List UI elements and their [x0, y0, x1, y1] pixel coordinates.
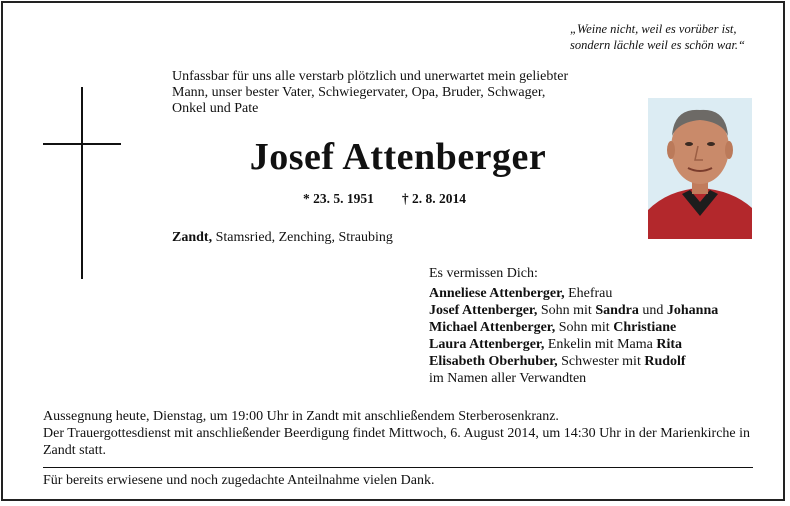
mourner-relation: Sohn mit	[537, 303, 596, 318]
mourner-name: Rudolf	[644, 354, 686, 369]
place-rest: Stamsried, Zenching, Straubing	[212, 230, 393, 245]
quote	[570, 21, 745, 53]
mourner-name: Anneliese Attenberger,	[429, 286, 565, 301]
place-main: Zandt,	[172, 230, 213, 245]
intro-text	[172, 69, 632, 117]
quote-line-2: sondern lächle weil es schön war.“	[570, 38, 745, 52]
mourner-relation: Sohn mit	[555, 320, 614, 335]
cross-icon	[81, 87, 83, 279]
intro-line-1: Unfassbar für uns alle verstarb plötzlich und unerwartet mein geliebter	[172, 69, 569, 84]
mourner-row	[429, 285, 718, 302]
cross-icon-bar	[43, 143, 121, 145]
mourner-name: Josef Attenberger,	[429, 303, 538, 318]
mourner-relation: Ehefrau	[564, 286, 613, 301]
portrait-illustration	[648, 98, 752, 239]
service-line-1: Aussegnung heute, Dienstag, um 19:00 Uhr in Zandt mit anschließendem Sterberosenkranz.	[43, 409, 559, 424]
mourner-name: Elisabeth Oberhuber,	[429, 354, 558, 369]
mourner-row	[429, 336, 718, 353]
divider	[43, 467, 753, 468]
mourner-name: Michael Attenberger,	[429, 320, 556, 335]
mourner-relation: im Namen aller Verwandten	[429, 371, 587, 386]
mourner-name: Laura Attenberger,	[429, 337, 545, 352]
mourner-name: Johanna	[666, 303, 719, 318]
life-dates	[303, 191, 466, 207]
mourner-relation: Schwester mit	[557, 354, 645, 369]
intro-line-3: Onkel und Pate	[172, 101, 259, 116]
death-date: † 2. 8. 2014	[401, 191, 466, 206]
service-line-2: Der Trauergottesdienst mit anschließender Beerdigung findet Mittwoch, 6. August 2014, um 14:30 Uhr in der Marienkirche in Zandt statt.	[43, 426, 751, 458]
mourner-row	[429, 370, 718, 387]
mourner-row	[429, 319, 718, 336]
mourner-name: Rita	[656, 337, 683, 352]
mourner-name: Christiane	[613, 320, 677, 335]
mourner-rows	[429, 285, 718, 387]
mourners-heading: Es vermissen Dich:	[429, 266, 538, 281]
thanks-text: Für bereits erwiesene und noch zugedachte Anteilnahme vielen Dank.	[43, 473, 435, 488]
mourner-relation: und	[638, 303, 667, 318]
mourner-relation: Enkelin mit Mama	[544, 337, 657, 352]
portrait-photo	[648, 98, 752, 239]
quote-line-1: „Weine nicht, weil es vorüber ist,	[570, 22, 737, 36]
mourner-row	[429, 353, 718, 370]
deceased-name: Josef Attenberger	[249, 136, 547, 178]
mourner-row	[429, 302, 718, 319]
places	[172, 230, 393, 246]
service-details	[43, 408, 755, 459]
mourners-list	[429, 265, 718, 387]
mourner-name: Sandra	[595, 303, 639, 318]
birth-date: * 23. 5. 1951	[303, 191, 374, 206]
obituary-card	[1, 1, 785, 501]
intro-line-2: Mann, unser bester Vater, Schwiegervater, Opa, Bruder, Schwager,	[172, 85, 546, 100]
